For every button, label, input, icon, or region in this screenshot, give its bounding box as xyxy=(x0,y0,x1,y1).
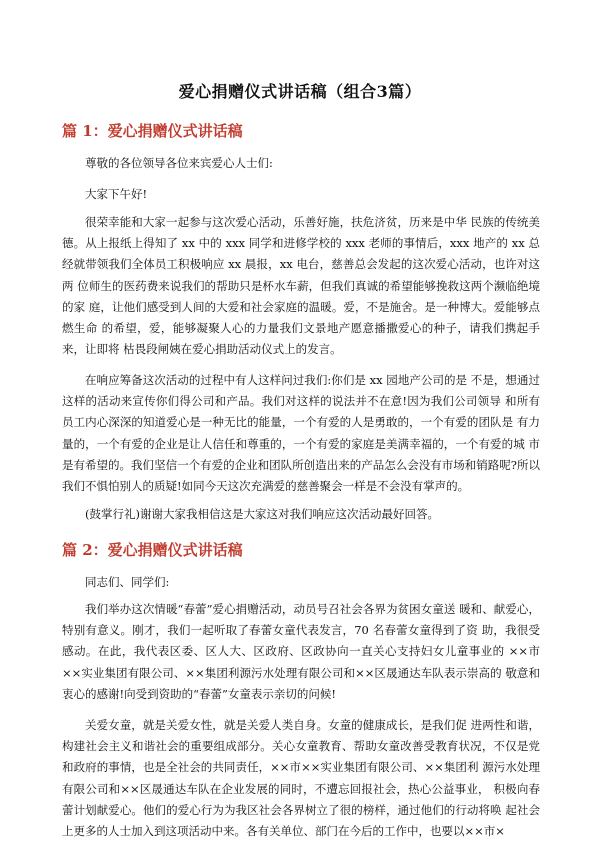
article1-paragraph-1: 很荣幸能和大家一起参与这次爱心活动，乐善好施，扶危济贫，历来是中华 民族的传统美德。从上报纸上得知了 xx 中的 xxx 同学和进修学校的 xxx 老师的事情后，xxx 地产的 xx 总经就带领我们全体员工积极响应 xx 晨报，xx 电台，慈善总会发起的这次爱心活动，也许对这两 位师生的医药费来说我们的帮助只是杯水车薪，但我们真诚的希望能够挽救这两个濒临绝境的家 庭，让他们感受到人间的大爱和社会家庭的温暖。爱，不是施舍。是一种博大。爱能够点燃生命 的希望，爱，能够凝聚人心的力量我们文景地产愿意播撒爱心的种子，请我们携起手来，让即将 枯畏段闸姨在爱心捐助活动仪式上的发言。 xyxy=(62,215,540,357)
article2-paragraph-2: 关爱女童，就是关爱女性，就是关爱人类自身。女童的健康成长，是我们促 进两性和谐，构建社会主义和谐社会的重要组成部分。关心女童教育、帮助女童改善受教育状况，不仅是党和政府的事情，也是全社会的共同责任，××市××实业集团有限公司、××集团利 源污水处理有限公司和××区晟通达车队在企业发展的同时，不遭忘回报社会，热心公益事业， 积极向春蕾计划献爱心。他们的爱心行为为我区社会各界树立了很的榜样，通过他们的行动将唤 起社会上更多的人士加入到这项活动中来。各有关单位、部门在今后的工作中，也要以××市× xyxy=(62,718,540,839)
article2-heading: 篇 2：爱心捐赠仪式讲话稿 xyxy=(62,541,243,559)
article1-salutation: 大家下午好! xyxy=(85,187,148,201)
article2-paragraph-1: 我们举办这次情暖“春蕾”爱心捐赠活动，动员号召社会各界为贫困女童送 暖和、献爱心，特别有意义。刚才，我们一起听取了春蕾女童代表发言，70 名春蕾女童得到了资 助，我很受感动。在此，我代表区委、区人大、区政府、区政协向一直关心支持妇女儿童事业的 ××市××实业集团有限公司、××集团利源污水处理有限公司和××区晟通达车队表示崇高的 敬意和衷心的感谢!向受到资助的“春蕾”女童表示亲切的问候! xyxy=(62,602,540,701)
document-title: 爱心捐赠仪式讲话稿（组合3篇） xyxy=(178,82,422,101)
article1-paragraph-2: 在响应筹备这次活动的过程中有人这样问过我们:你们是 xx 园地产公司的是 不是，想通过这样的活动来宣传你们得公司和产品。我们对这样的说法并不在意!因为我们公司领导 和所有员工内心深深的知道爱心是一种无比的能量，一个有爱的人是勇敢的，一个有爱的团队是 有力量的，一个有爱的企业是让人信任和尊重的，一个有爱的家庭是美满幸福的，一个有爱的城 市是有希望的。我们坚信一个有爱的企业和团队所创造出来的产品怎么会没有市场和销路呢?所以 我们不惧怕别人的质疑!如同今天这次充满爱的慈善聚会一样是不会没有掌声的。 xyxy=(62,373,540,494)
article1-greeting: 尊敬的各位领导各位来宾爱心人士们: xyxy=(85,156,273,170)
article1-heading: 篇 1：爱心捐赠仪式讲话稿 xyxy=(62,122,243,140)
article2-greeting: 同志们、同学们: xyxy=(85,575,170,589)
article1-paragraph-3: (鼓掌行礼)谢谢大家我相信这是大家这对我们响应这次活动最好回答。 xyxy=(85,507,439,521)
